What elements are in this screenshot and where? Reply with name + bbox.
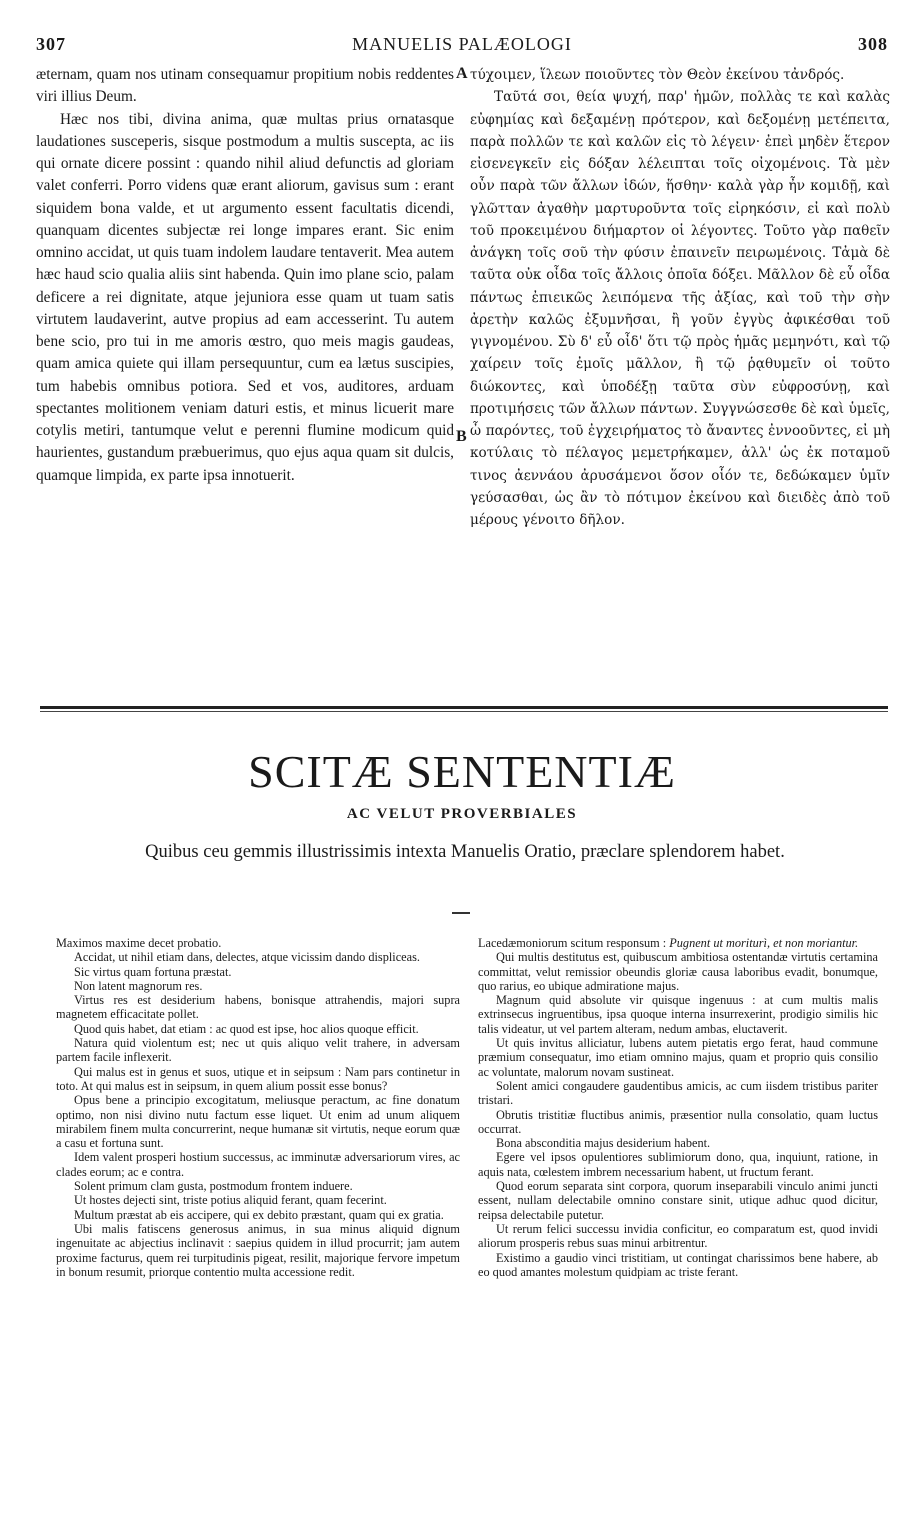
section-description: Quibus ceu gemmis illustrissimis intexta Manuelis Oratio, præclare splendorem habet. (145, 842, 785, 862)
running-head (36, 34, 888, 56)
section-divider (40, 706, 888, 712)
section-subtitle: AC VELUT PROVERBIALES (346, 806, 578, 822)
sentences-right-column (478, 936, 878, 1279)
latin-paragraph: æternam, quam nos utinam consequamur propitium nobis reddentes viri illius Deum. (36, 66, 454, 106)
sentence-item: Ubi malis fatiscens generosus animus, in sua minus aliquid dignum ingenuitate ac abjectius inclinavit : saepius quidem in illud procurrit; jam autem proxime facturus, quem rei turpitudinis pigeat, resilit, majorique fervore impetum in bonum resumit, priorque contentio multa accessione redit. (56, 1221, 460, 1279)
sentence-item: Sic virtus quam fortuna præstat. (74, 964, 232, 979)
margin-letter-a: A (456, 65, 468, 82)
sentence-item: Ut rerum felici successu invidia conficitur, eo comparatum est, quod invidi aliorum prosperis rebus suas minui arbitrentur. (478, 1221, 878, 1251)
sentence-item: Bona absconditia majus desiderium habent. (496, 1136, 711, 1151)
sentence-item: Qui multis destitutus est, quibuscum ambitiosa ostentandæ virtutis certamina committat, velut remissior obeundis gloriæ causa laboribus evadit, bonumque, quo rarius, eo ubique admiratione majus. (478, 950, 878, 993)
sentence-item: Ut hostes dejecti sint, triste potius aliquid ferant, quam fecerint. (74, 1193, 387, 1208)
sentence-item: Accidat, ut nihil etiam dans, delectes, atque vicissim dando displiceas. (74, 950, 420, 965)
sentence-item: Solent amici congaudere gaudentibus amicis, ac cum iisdem tristibus pariter tristari. (478, 1078, 878, 1108)
sentence-item: Obrutis tristitiæ fluctibus animis, præsentior nulla consolatio, quam luctus occurrat. (478, 1107, 878, 1136)
sentence-item: Magnum quid absolute vir quisque ingenuus : at cum multis malis extrinsecus ingruentibus, ipsa quoque interna insurrexerint, prodigio similis hic talis videatur, ut vel partem alteram, nedum ambas, eluctaverit. (478, 993, 878, 1036)
ornamental-dash (452, 912, 470, 914)
sentence-quote: Pugnent ut moriturì, et non moriantur. (669, 936, 859, 950)
sentence-item: Quod quis habet, dat etiam : ac quod est ipse, hoc alios quoque efficit. (74, 1021, 419, 1036)
sentence-item: Ut quis invitus alliciatur, lubens autem pietatis ergo ferat, haud commune præmium consequatur, imo etiam omnino majus, quam et proprio quis consilio ac voluntate, malorum novam sustineat. (478, 1036, 878, 1079)
sentence-item: Non latent magnorum res. (74, 978, 203, 993)
sentence-item: Egere vel ipsos opulentiores sublimiorum dono, qua, inquiunt, ratione, in aquis nata, cœlestem imbrem necessarium habent, ut fructum ferant. (478, 1150, 878, 1179)
sentence-item: Qui malus est in genus et suos, utique et in seipsum : Nam pars continetur in toto. At qui malus est in seipsum, in quem alium possit esse bonus? (56, 1064, 460, 1093)
sentence-item: Multum præstat ab eis accipere, qui ex debito præstant, quam qui ex gratia. (74, 1207, 444, 1222)
sentence-item: Natura quid violentum est; nec ut quis aliquo velit trahere, in adversam partem facile inflexerit. (56, 1036, 460, 1065)
greek-paragraph: τύχοιμεν, ἵλεων ποιοῦντες τὸν Θεὸν ἐκείνου τἀνδρός. (470, 67, 845, 83)
sentence-item: Maximos maxime decet probatio. (56, 936, 222, 950)
sentence-item: Existimo a gaudio vinci tristitiam, ut contingat charissimos bene habere, ab eo quod amantes molestum quidpiam ac triste ferant. (478, 1250, 878, 1279)
greek-paragraph: Ταῦτά σοι, θεία ψυχή, παρ' ἡμῶν, πολλὰς τε καὶ καλὰς εὐφημίας καὶ δεξαμένῃ πρότερον, καὶ δεξομένῃ μετέπειτα, παρὰ πολλῶν τε καὶ καλῶν εἰς τὸ λέγειν· ἐπεὶ μηδὲν ἕτερον εἰσενεγκεῖν εἰς δόξαν λέλειπται τοῖς οἰχομένοις. Τὰ μὲν οὖν παρὰ τῶν ἄλλων ἰδών, ἥσθην· καλὰ γὰρ ἦν κομιδῇ, καὶ γλῶτταν ἀγαθὴν μαρτυροῦντα τοῖς εἰρηκόσιν, εἰ καὶ πολὺ τοῦ προκειμένου διήμαρτον οἱ λέγοντες. Τοῦτο γὰρ παθεῖν ἀνάγκη τοῖς σοῦ τὴν φύσιν ἐπαινεῖν πειρωμένοις. Τἀμὰ δὲ ταῦτα οὐκ οἶδα τοῖς ἄλλοις ὁποῖα δόξει. Μᾶλλον δὲ εὖ οἶδα πάντως ἐπιεικῶς λειπόμενα τῆς ἀξίας, καὶ τοῦ τὴν σὴν ἀρετὴν καλῶς ἐξυμνῆσαι, ἢ γοῦν ἐγγὺς ἀφικέσθαι τοῦ γιγνομένου. Σὺ δ' εὖ οἶδ' ὅτι τῷ πρὸς ἡμᾶς μεμηνότι, καὶ τῷ χαίρειν τοῖς ἐμοῖς μᾶλλον, ἢ τῷ ῥᾳθυμεῖν οἱ τοῦτο διώκοντες, καὶ ὑποδέξῃ ταῦτα σὺν εὐφροσύνῃ, καὶ προτιμήσεις τῶν ἄλλων πάντων. Συγγνώσεσθε δὲ καὶ ὑμεῖς, ὦ παρόντες, τοῦ ἐγχειρήματος τὸ ἄναντες ἐννοοῦντες, εἰ μὴ κοτύλαις τὸ πέλαγος μεμετρήκαμεν, ἀλλ' ὡς ἐκ ποταμοῦ τινος ἀεννάου ἀρυσάμενοι ὅσον οἷόν τε, δεδώκαμεν ὑμῖν γεύσασθαι, ὡς ἂν τὸ πότιμον ἐκείνου καὶ διειδὲς ἀπὸ τοῦ μέρους γένοιτο δῆλον. (470, 89, 890, 528)
sentence-item: Quod eorum separata sint corpora, quorum inseparabili vinculo animi juncti essent, nullam delectabile omnino constare sinit, utique adhuc quod dicitur, reipsa delectabile putetur. (478, 1179, 878, 1222)
sentence-item: Virtus res est desiderium habens, bonisque attrahendis, majori supra magnetem efficacitate pollet. (56, 993, 460, 1022)
sentence-item (478, 936, 878, 950)
margin-letter-b: B (456, 428, 467, 445)
running-title: MANUELIS PALÆOLOGI (352, 34, 572, 54)
greek-column (470, 64, 890, 531)
sentence-item: Solent primum clam gusta, postmodum frontem induere. (74, 1179, 353, 1194)
latin-paragraph: Hæc nos tibi, divina anima, quæ multas prius ornatasque laudationes susceperis, sisque postmodum a multis suscepta, ac iis qui ornate dicere possint : quando nihil aliud defunctis ad gloriam valet conferri. Porro videns quæ erant aliorum, gavisus sum : erant siquidem bona valde, et ut argumento essent facultatis dicendi, quanquam dicentes subjectæ rei longe impares erant. Sic enim omnino accidat, ut quis tuam indolem laudare tentaverit. Mea autem hæc haud scio qualia aliis sint habenda. Quin imo plane scio, palam deficere a rei dignitate, atque jejuniora esse quam ut tuam satis virtutem laudaverint, autve propius ad eam accesserint. Tu autem bene scio, pro tui in me amoris œstro, quo meis magis gaudeas, quam amica quiete qui illam persequuntur, cum ea lætus suscipies, tum habebis omnibus potiora. Sed et vos, auditores, arduam spectantes molitionem veniam daturi estis, et minus licuerit mare cotylis metiri, tantumque velut e perenni flumine modicum quid haurientes, gustandum præbuerimus, quo ejus aqua quam sit dulcis, quamque limpida, ex parte ipsa innotuerit. (36, 110, 454, 484)
sentence-item: Idem valent prosperi hostium successus, ac imminutæ adversariorum vires, ac clades eorum; ac e contra. (56, 1150, 460, 1179)
latin-column (36, 64, 454, 487)
sentence-item: Opus bene a principio excogitatum, meliusque peractum, ac fine donatum optimo, non nisi divino nutu factum esse liquet. Ut enim ad unum aliquem mirabilem finem multa concurrerint, neque humanæ sit virtutis, neque eorum quæ a casu et fortuna sunt. (56, 1093, 460, 1151)
sentence-text: Lacedæmoniorum scitum responsum : (478, 936, 670, 950)
sentences-left-column (56, 936, 460, 1279)
page-number-left: 307 (36, 34, 66, 54)
page-number-right: 308 (858, 34, 888, 54)
section-title: SCITÆ SENTENTIÆ (248, 746, 676, 797)
